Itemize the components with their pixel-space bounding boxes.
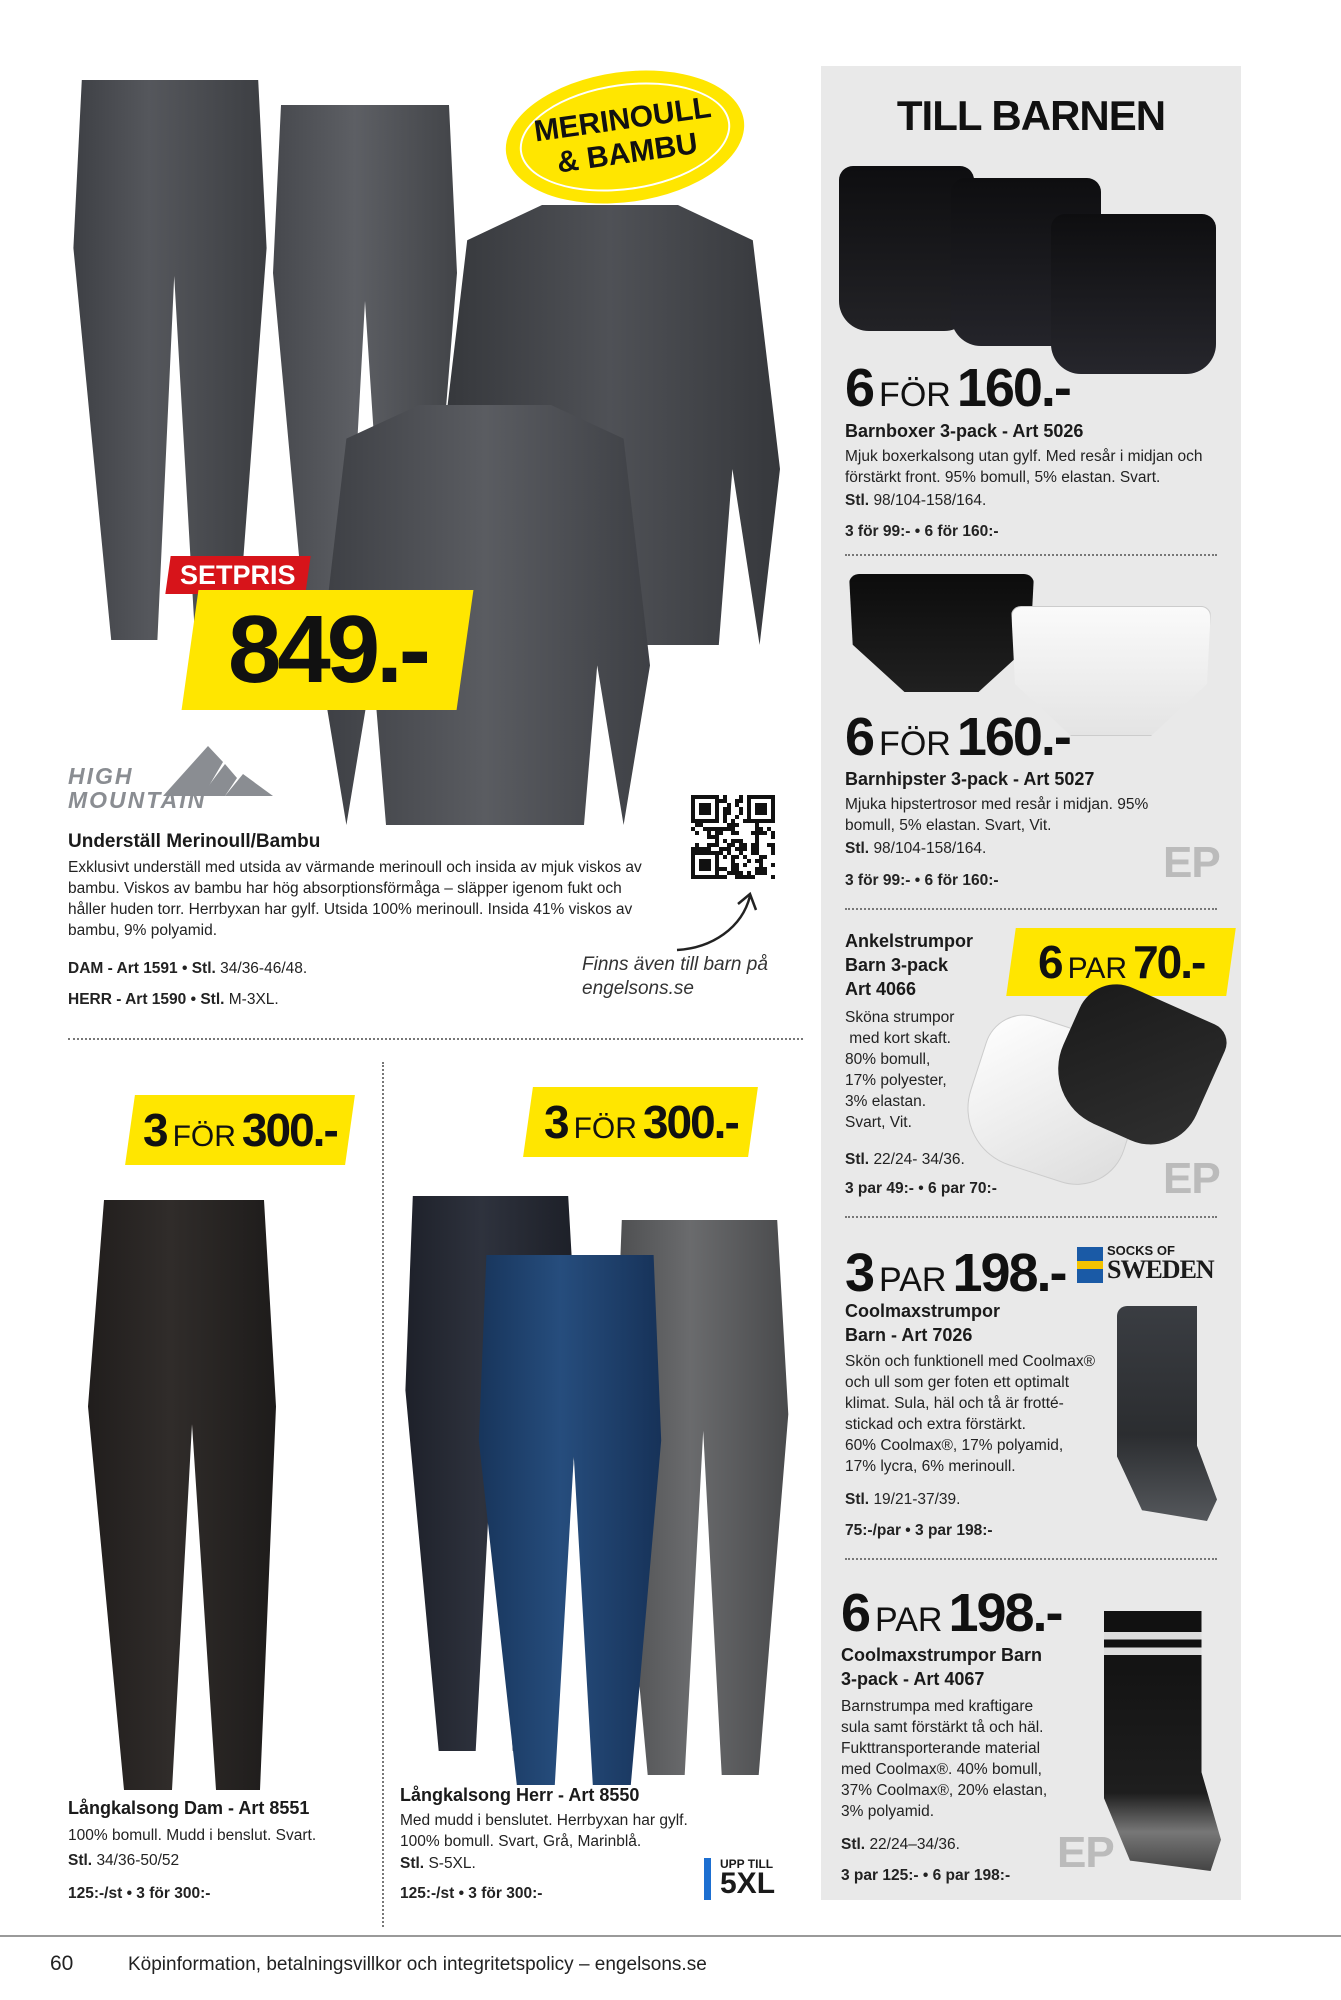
kids-panel <box>821 66 1241 1900</box>
coolmax3-title-2: 3-pack - Art 4067 <box>841 1669 985 1689</box>
socks-of-sweden-logo <box>1077 1244 1227 1286</box>
coolmax3-price: 6 PAR 198.- <box>841 1583 1062 1643</box>
coolmax-pricing: 75:-/par • 3 par 198:- <box>845 1522 993 1539</box>
qr-caption: Finns även till barn på engelsons.se <box>582 954 768 999</box>
kids-heading: TILL BARNEN <box>896 92 1166 139</box>
coolmax-sock-image <box>1117 1306 1217 1521</box>
merino-bambu-badge-text: MERINOULL & BAMBU <box>531 90 714 180</box>
hipster-sizes: Stl. 98/104-158/164. <box>845 840 987 857</box>
hero-title: Underställ Merinoull/Bambu <box>68 831 321 852</box>
ankle-title-3: Art 4066 <box>845 979 917 999</box>
boxer-title: Barnboxer 3-pack - Art 5026 <box>845 421 1084 441</box>
divider-left <box>68 1038 803 1040</box>
dam-pants-title: Långkalsong Dam - Art 8551 <box>68 1798 310 1818</box>
herr-pants-desc: Med mudd i benslutet. Herrbyxan har gylf. 100% bomull. Svart, Grå, Marinblå. <box>400 1812 688 1850</box>
coolmax3-title-1: Coolmaxstrumpor Barn <box>841 1645 1043 1665</box>
merino-bambu-badge <box>497 56 753 218</box>
ankle-sizes: Stl. 22/24- 34/36. <box>845 1151 965 1168</box>
hero-description: Exklusivt underställ med utsida av värmande merinoull och insida av mjuk viskos av bambu. Viskos av bambu har hög absorptionsförmåga – släpper igenom fukt och håller huden torr. Herrbyxan har gylf. Utsida 100% merinoull. Insida 41% viskos av bambu, 9% polyamid. <box>68 859 642 939</box>
footer-link[interactable]: Köpinformation, betalningsvillkor och integritetspolicy – engelsons.se <box>128 1954 707 1975</box>
ankle-price-tag: 6 PAR 70.- <box>1006 928 1236 996</box>
page-number: 60 <box>50 1952 74 1975</box>
high-mountain-logo <box>68 738 278 814</box>
blue-bar <box>704 1858 711 1900</box>
boxer-image-3 <box>1051 214 1216 374</box>
ankle-title-2: Barn 3-pack <box>845 955 949 975</box>
brand-bottom: SWEDEN <box>1107 1255 1214 1284</box>
herr-price-tag: 3 FÖR 300.- <box>523 1087 758 1157</box>
dam-price-tag: 3 FÖR 300.- <box>125 1095 355 1165</box>
herr-pants-navy-image <box>475 1255 665 1785</box>
coolmax3-desc: Barnstrumpa med kraftigare sula samt förstärkt tå och häl. Fukttransporterande material med Coolmax®. 40% bomull, 37% Coolmax®, 20% elastan, 3% polyamid. <box>841 1698 1048 1820</box>
hipster-price: 6 FÖR 160.- <box>845 707 1070 767</box>
ankle-ep-logo: EP <box>1163 1154 1220 1203</box>
coolmax3-ep-logo: EP <box>1057 1828 1114 1877</box>
hero-price: 849.- <box>228 596 427 703</box>
hipster-ep-logo: EP <box>1163 838 1220 887</box>
upto-size: 5XL <box>720 1867 776 1900</box>
setpris-label: SETPRIS <box>165 556 310 594</box>
boxer-desc: Mjuk boxerkalsong utan gylf. Med resår i midjan och förstärkt front. 95% bomull, 5% elastan. Svart. <box>845 448 1203 486</box>
divider-hipster <box>845 908 1217 910</box>
herr-pants-title: Långkalsong Herr - Art 8550 <box>400 1785 640 1805</box>
coolmax3-sizes: Stl. 22/24–34/36. <box>841 1836 960 1853</box>
coolmax3-pricing: 3 par 125:- • 6 par 198:- <box>841 1867 1011 1884</box>
divider-coolmax <box>845 1558 1217 1560</box>
qr-code[interactable] <box>686 790 780 884</box>
coolmax-title-2: Barn - Art 7026 <box>845 1325 973 1345</box>
coolmax-title-1: Coolmaxstrumpor <box>845 1301 1001 1321</box>
boxer-pricing: 3 för 99:- • 6 för 160:- <box>845 523 999 540</box>
swedish-flag-icon <box>1077 1247 1103 1283</box>
curved-arrow-icon <box>672 888 762 958</box>
boxer-price: 6 FÖR 160.- <box>845 358 1070 418</box>
divider-ankle <box>845 1216 1217 1218</box>
hero-price-tag <box>182 590 474 710</box>
brand-name: HIGH MOUNTAIN <box>68 763 207 813</box>
dam-pants-desc: 100% bomull. Mudd i benslut. Svart. <box>68 1827 317 1844</box>
hipster-black-image <box>849 574 1034 692</box>
divider-vertical <box>382 1062 384 1927</box>
herr-pants-sizes: Stl. S-5XL. <box>400 1855 476 1872</box>
ankle-title-1: Ankelstrumpor <box>845 931 974 951</box>
herr-pants-pricing: 125:-/st • 3 för 300:- <box>400 1885 543 1902</box>
ankle-desc: Sköna strumpor med kort skaft. 80% bomull, 17% polyester, 3% elastan. Svart, Vit. <box>845 1009 955 1131</box>
dam-pants-image <box>80 1200 280 1790</box>
coolmax-price: 3 PAR 198.- <box>845 1243 1066 1303</box>
boxer-sizes: Stl. 98/104-158/164. <box>845 492 987 509</box>
brand-top: SOCKS OF <box>1107 1243 1175 1258</box>
hipster-pricing: 3 för 99:- • 6 för 160:- <box>845 872 999 889</box>
upto-size-badge <box>704 1858 799 1900</box>
ankle-pricing: 3 par 49:- • 6 par 70:- <box>845 1180 997 1197</box>
hero-dam-line: DAM - Art 1591 • Stl. 34/36-46/48. <box>68 960 308 977</box>
hipster-desc: Mjuka hipstertrosor med resår i midjan. 95% bomull, 5% elastan. Svart, Vit. <box>845 796 1149 834</box>
hipster-title: Barnhipster 3-pack - Art 5027 <box>845 769 1095 789</box>
dam-pants-pricing: 125:-/st • 3 för 300:- <box>68 1885 211 1902</box>
coolmax-sizes: Stl. 19/21-37/39. <box>845 1491 961 1508</box>
dam-pants-sizes: Stl. 34/36-50/52 <box>68 1852 180 1869</box>
footer-rule <box>0 1935 1341 1937</box>
divider-boxer <box>845 554 1217 556</box>
upto-label: UPP TILL <box>720 1857 774 1871</box>
hero-herr-line: HERR - Art 1590 • Stl. M-3XL. <box>68 991 279 1008</box>
coolmax-desc: Skön och funktionell med Coolmax® och ull som ger foten ett optimalt klimat. Sula, häl och tå är frotté- stickad och extra förstärkt. 60% Coolmax®, 17% polyamid, 17% lycra, 6% merinoull. <box>845 1353 1096 1475</box>
qr-pattern <box>691 795 775 879</box>
